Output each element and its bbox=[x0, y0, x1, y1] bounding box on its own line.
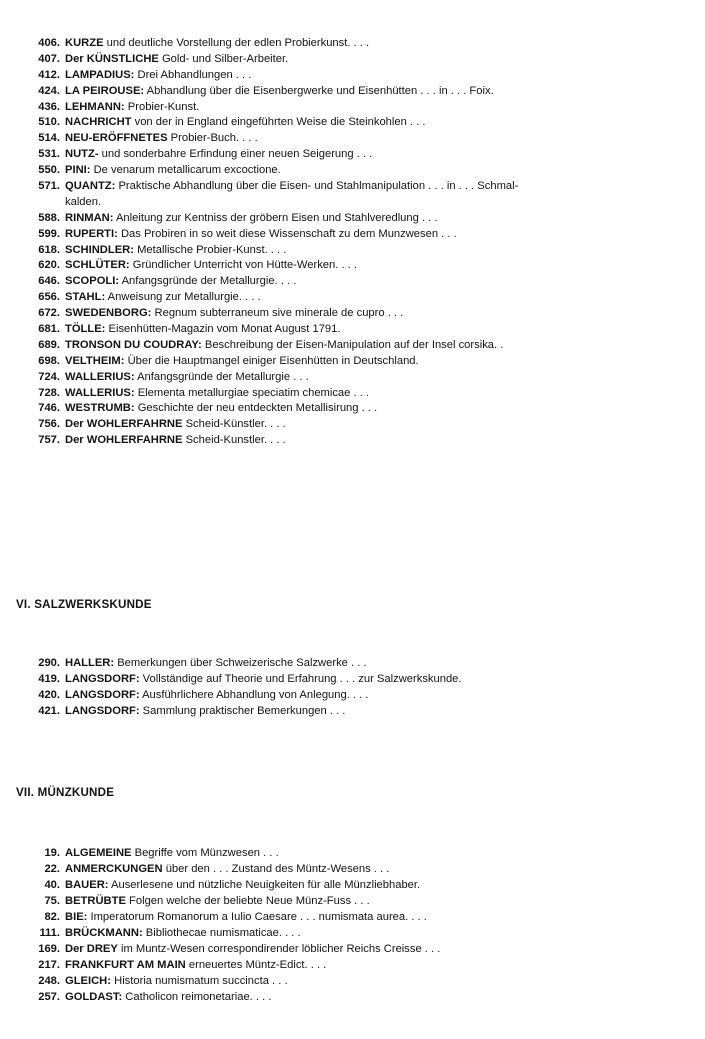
list-item: 698. VELTHEIM: Über die Hauptmangel einiger Eisenhütten in Deutschland. bbox=[38, 354, 419, 367]
list-item: 728. WALLERIUS: Elementa metallurgiae speciatim chemicae . . . bbox=[38, 386, 370, 399]
list-item: 290. HALLER: Bemerkungen über Schweizerische Salzwerke . . . bbox=[38, 657, 367, 669]
list-item: 514. NEU-ERÖFFNETES Probier-Buch. . . . bbox=[38, 132, 258, 145]
list-item: 681. TÖLLE: Eisenhütten-Magazin vom Monat August 1791. bbox=[38, 323, 341, 336]
section-vi-list bbox=[0, 656, 705, 720]
list-item: 421. LANGSDORF: Sammlung praktischer Bemerkungen . . . bbox=[38, 705, 346, 717]
list-item: 111. BRÜCKMANN: Bibliothecae numismaticae. . . . bbox=[39, 927, 301, 939]
list-item: 75. BETRÜBTE Folgen welche der beliebte Neue Münz-Fuss . . . bbox=[44, 895, 370, 907]
list-item: 22. ANMERCKUNGEN über den . . . Zustand des Müntz-Wesens . . . bbox=[44, 863, 390, 875]
list-item: 510. NACHRICHT von der in England eingeführten Weise die Steinkohlen . . . bbox=[38, 116, 426, 129]
list-item: 756. Der WOHLERFAHRNE Scheid-Künstler. . . . bbox=[38, 418, 286, 431]
list-item: 406. KURZE und deutliche Vorstellung der edlen Probierkunst. . . . bbox=[38, 37, 370, 49]
list-item: 618. SCHINDLER: Metallische Probier-Kunst. . . . bbox=[38, 243, 287, 256]
section-vii-list bbox=[0, 846, 705, 1006]
list-item: 419. LANGSDORF: Vollständige auf Theorie und Erfahrung . . . zur Salzwerkskunde. bbox=[38, 673, 462, 685]
list-item: 40. BAUER: Auserlesene und nützliche Neuigkeiten für alle Münzliebhaber. bbox=[44, 879, 421, 891]
list-item: 689. TRONSON DU COUDRAY: Beschreibung der Eisen-Manipulation auf der Insel corsika. . bbox=[38, 338, 504, 351]
list-item: 19. ALGEMEINE Begriffe vom Münzwesen . . . bbox=[44, 847, 279, 859]
list-item-continuation: kalden. bbox=[65, 195, 102, 208]
section-heading-salzwerkskunde: VI. SALZWERKSKUNDE bbox=[16, 598, 152, 611]
list-item: 646. SCOPOLI: Anfangsgründe der Metallurgie. . . . bbox=[38, 275, 297, 288]
section-v-list bbox=[0, 36, 705, 449]
list-item: 588. RINMAN: Anleitung zur Kentniss der gröbern Eisen und Stahlveredlung . . . bbox=[38, 211, 438, 224]
list-item: 412. LAMPADIUS: Drei Abhandlungen . . . bbox=[38, 68, 252, 81]
list-item: 257. GOLDAST: Catholicon reimonetariae. . . . bbox=[38, 991, 272, 1003]
list-item: 82. BIE: Imperatorum Romanorum a Iulio Caesare . . . numismata aurea. . . . bbox=[44, 911, 427, 923]
list-item: 599. RUPERTI: Das Probiren in so weit diese Wissenschaft zu dem Munzwesen . . . bbox=[38, 227, 457, 240]
list-item: 571. QUANTZ: Praktische Abhandlung über die Eisen- und Stahlmanipulation . . . in . . . Schmal- bbox=[38, 180, 519, 193]
list-item: 217. FRANKFURT AM MAIN erneuertes Müntz-Edict. . . . bbox=[38, 959, 327, 971]
list-item: 746. WESTRUMB: Geschichte der neu entdeckten Metallisirung . . . bbox=[38, 402, 378, 415]
list-item: 248. GLEICH: Historia numismatum succincta . . . bbox=[38, 975, 288, 987]
list-item: 424. LA PEIROUSE: Abhandlung über die Eisenbergwerke und Eisenhütten . . . in . . . Foix. bbox=[38, 84, 494, 97]
list-item: 757. Der WOHLERFAHRNE Scheid-Kunstler. . . . bbox=[38, 434, 286, 447]
list-item: 656. STAHL: Anweisung zur Metallurgie. . . . bbox=[38, 291, 261, 304]
list-item: 672. SWEDENBORG: Regnum subterraneum sive minerale de cupro . . . bbox=[38, 307, 404, 320]
list-item: 420. LANGSDORF: Ausführlichere Abhandlung von Anlegung. . . . bbox=[38, 689, 369, 701]
list-item: 620. SCHLÜTER: Gründlicher Unterricht von Hütte-Werken. . . . bbox=[38, 259, 357, 272]
list-item: 550. PINI: De venarum metallicarum excoctione. bbox=[38, 164, 281, 177]
list-item: 407. Der KÜNSTLICHE Gold- und Silber-Arbeiter. bbox=[38, 52, 289, 65]
list-item: 531. NUTZ- und sonderbahre Erfindung einer neuen Seigerung . . . bbox=[38, 148, 373, 161]
section-heading-muenzkunde: VII. MÜNZKUNDE bbox=[16, 786, 115, 799]
list-item: 169. Der DREY im Muntz-Wesen correspondirender löblicher Reichs Creisse . . . bbox=[38, 943, 441, 955]
list-item: 436. LEHMANN: Probier-Kunst. bbox=[38, 100, 200, 113]
list-item: 724. WALLERIUS: Anfangsgründe der Metallurgie . . . bbox=[38, 370, 309, 383]
